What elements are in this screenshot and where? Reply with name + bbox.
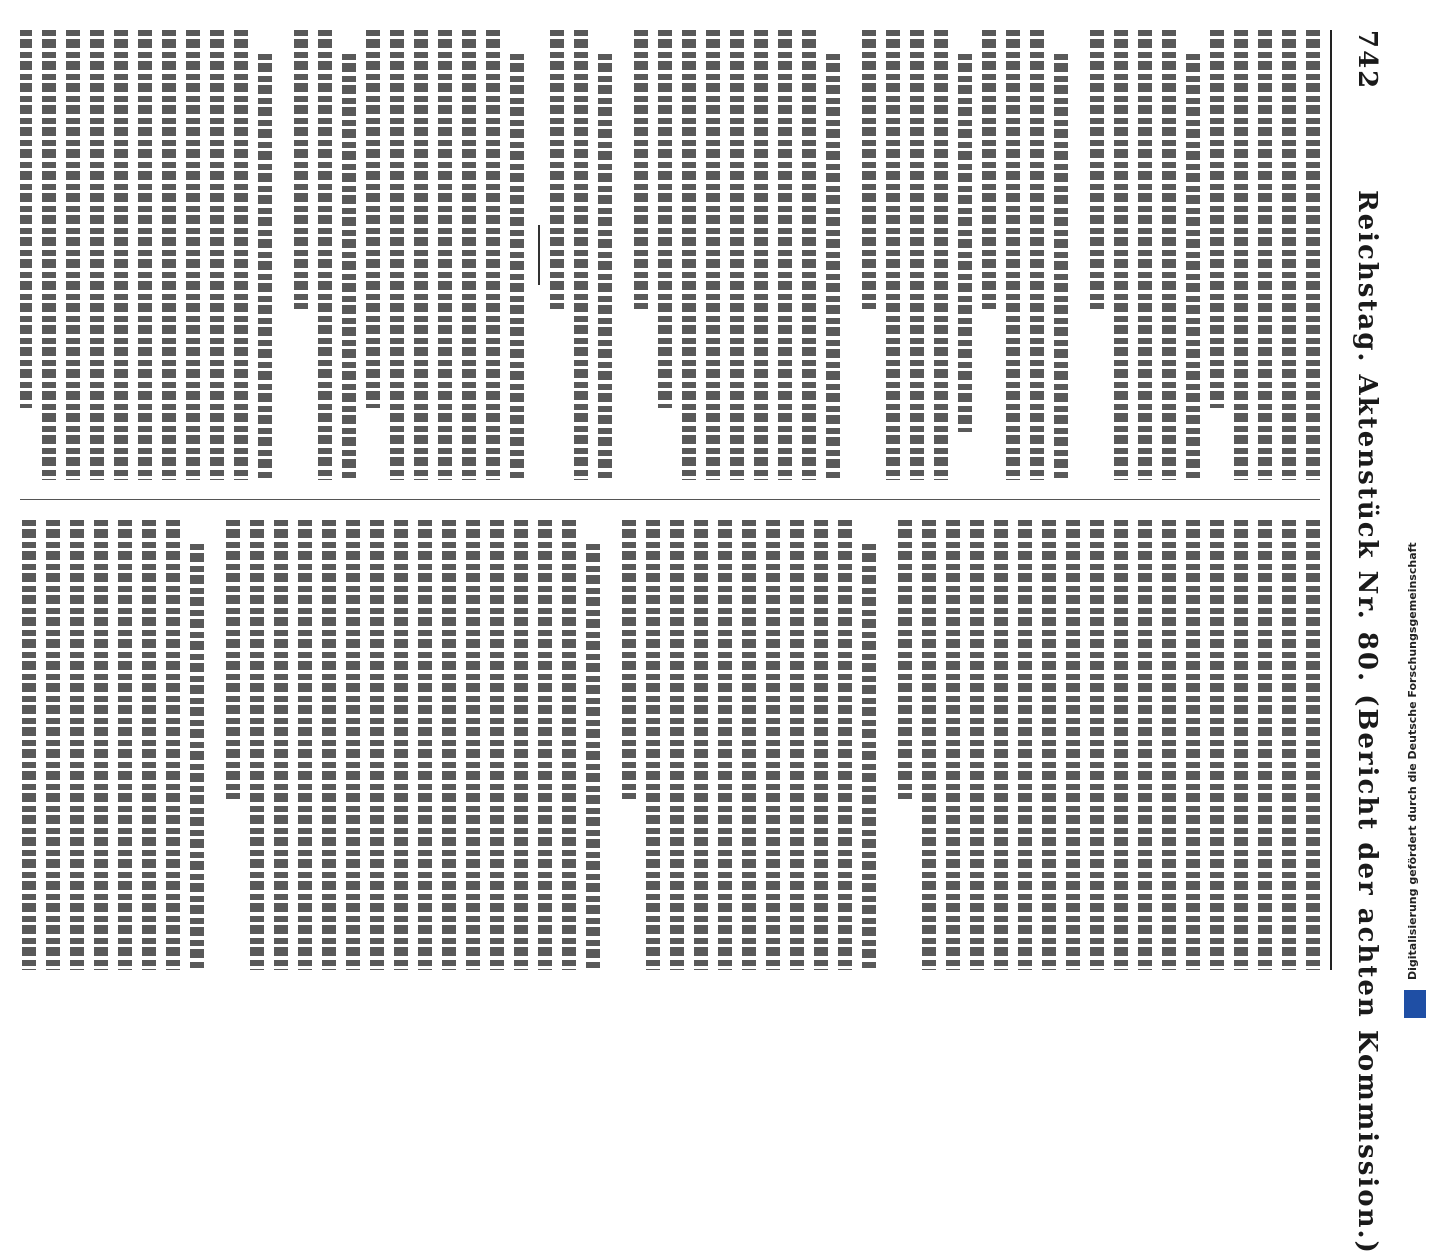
header-rule (1330, 30, 1332, 970)
rotated-page (0, 10, 1400, 1255)
column-divider (20, 499, 1320, 500)
funding-credit-text: Digitalisierung gefördert durch die Deutsche Forschungsgemeinschaft (1406, 542, 1419, 980)
page-header (1342, 30, 1382, 1255)
digitization-credit (1402, 70, 1430, 990)
page-number: 742 (1352, 30, 1382, 91)
section-rule (538, 225, 540, 285)
left-column (20, 30, 1320, 480)
right-column (20, 520, 1320, 970)
dfg-logo-icon (1404, 990, 1426, 1018)
running-head: Reichstag. Aktenstück Nr. 80. (Bericht der achten Kommission.) (1352, 190, 1382, 1255)
